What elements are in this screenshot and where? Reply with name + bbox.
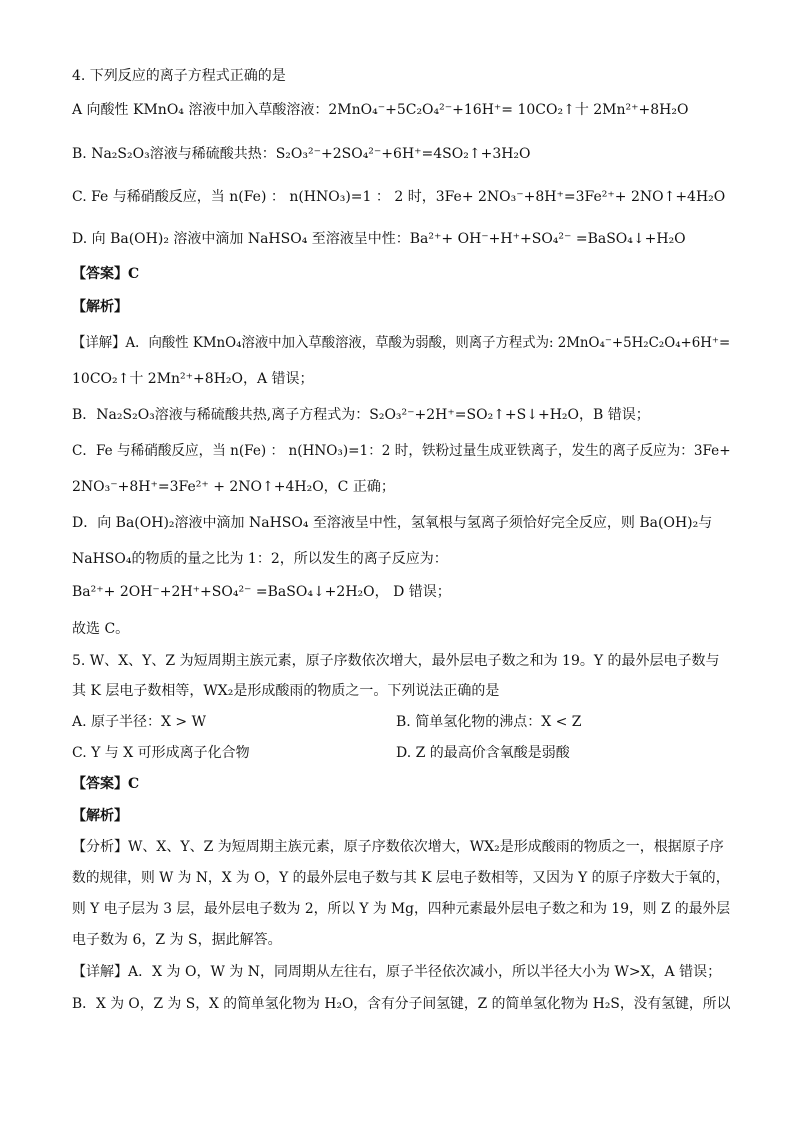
q4-option-d: D. 向 Ba(OH)₂ 溶液中滴加 NaHSO₄ 至溶液呈中性：Ba²⁺+ OH⁻+H⁺+SO₄²⁻ =BaSO₄↓+H₂O [72,231,686,247]
q5-detail-line: 【分析】W、X、Y、Z 为短周期主族元素，原子序数依次增大，WX₂是形成酸雨的物质之一，根据原子序 [72,839,724,855]
q4-detail-line: B．Na₂S₂O₃溶液与稀硫酸共热,离子方程式为：S₂O₃²⁻+2H⁺=SO₂↑+S↓+H₂O，B 错误； [72,407,650,423]
q5-answer: 【答案】C [72,776,140,792]
q4-analysis-label: 【解析】 [72,299,128,315]
q4-answer: 【答案】C [72,266,140,282]
q4-option-a: A 向酸性 KMnO₄ 溶液中加入草酸溶液：2MnO₄⁻+5C₂O₄²⁻+16H⁺= 10CO₂↑十 2Mn²⁺+8H₂O [72,102,689,118]
q4-detail-line: 2NO₃⁻+8H⁺=3Fe²⁺ + 2NO↑+4H₂O，C 正确； [72,479,395,495]
q5-detail-line: 【详解】A．X 为 O，W 为 N，同周期从左往右，原子半径依次减小，所以半径大小为 W>X，A 错误； [72,964,722,980]
q4-detail-line: D．向 Ba(OH)₂溶液中滴加 NaHSO₄ 至溶液呈中性，氢氧根与氢离子须恰好完全反应，则 Ba(OH)₂与 [72,515,713,531]
q4-detail-line: 10CO₂↑十 2Mn²⁺+8H₂O，A 错误； [72,371,314,387]
q5-option-a: A. 原子半径：X > W [72,714,206,730]
q5-option-d: D. Z 的最高价含氧酸是弱酸 [396,745,570,761]
q5-stem-line: 其 K 层电子数相等，WX₂是形成酸雨的物质之一。下列说法正确的是 [72,683,500,699]
q4-option-c: C. Fe 与稀硝酸反应，当 n(Fe) ： n(HNO₃)=1 ： 2 时，3Fe+ 2NO₃⁻+8H⁺=3Fe²⁺+ 2NO↑+4H₂O [72,189,726,205]
q5-option-c: C. Y 与 X 可形成离子化合物 [72,745,250,761]
q4-detail-line: NaHSO₄的物质的量之比为 1：2，所以发生的离子反应为： [72,551,448,567]
q5-option-b: B. 简单氢化物的沸点：X < Z [396,714,582,730]
q5-stem-line: 5. W、X、Y、Z 为短周期主族元素，原子序数依次增大，最外层电子数之和为 19。Y 的最外层电子数与 [72,653,720,669]
q4-conclusion: 故选 C。 [72,621,130,637]
q4-option-b: B. Na₂S₂O₃溶液与稀硫酸共热：S₂O₃²⁻+2SO₄²⁻+6H⁺=4SO₂↑+3H₂O [72,146,531,162]
q5-detail-line: 电子数为 6，Z 为 S，据此解答。 [72,932,282,948]
q5-detail-line: B．X 为 O，Z 为 S，X 的简单氢化物为 H₂O，含有分子间氢键，Z 的简单氢化物为 H₂S，没有氢键，所以 [72,996,731,1012]
q5-analysis-label: 【解析】 [72,808,128,824]
q4-stem: 4. 下列反应的离子方程式正确的是 [72,68,286,84]
q5-detail-line: 数的规律，则 W 为 N，X 为 O，Y 的最外层电子数与其 K 层电子数相等，又因为 Y 的原子序数大于氧的， [72,870,730,886]
q5-detail-line: 则 Y 电子层为 3 层，最外层电子数为 2，所以 Y 为 Mg，四种元素最外层电子数之和为 19，则 Z 的最外层 [72,901,731,917]
q4-detail-line: Ba²⁺+ 2OH⁻+2H⁺+SO₄²⁻ =BaSO₄↓+2H₂O， D 错误； [72,584,451,600]
q4-detail-line: C．Fe 与稀硝酸反应，当 n(Fe) ： n(HNO₃)=1：2 时，铁粉过量生成亚铁离子，发生的离子反应为：3Fe+ [72,443,731,459]
q4-detail-line: 【详解】A．向酸性 KMnO₄溶液中加入草酸溶液，草酸为弱酸，则离子方程式为: 2MnO₄⁻+5H₂C₂O₄+6H⁺= [72,335,731,351]
